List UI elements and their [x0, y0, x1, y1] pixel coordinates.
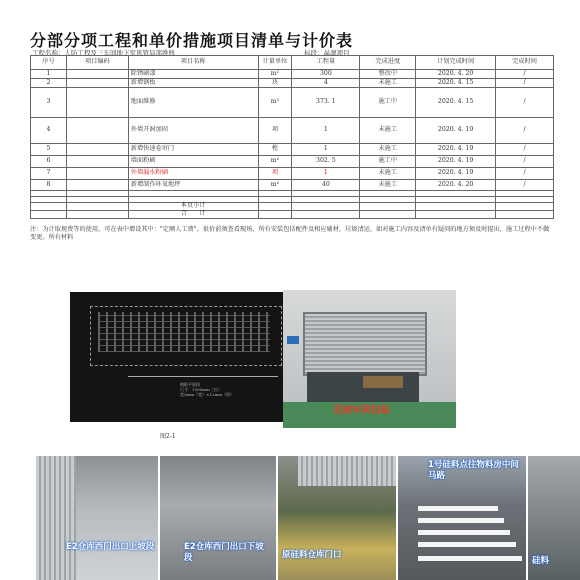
cell-unit: 樘	[258, 144, 292, 156]
cell-code	[66, 156, 128, 168]
crosswalk-stripe	[418, 530, 510, 535]
cell-status: 未施工	[360, 144, 416, 156]
garage-photo	[283, 290, 456, 428]
photo-caption: E2仓库西门出口下坡段	[184, 542, 264, 563]
cell-no: 3	[31, 88, 67, 118]
cell-no: 5	[31, 144, 67, 156]
cell-done: /	[496, 156, 554, 168]
cell-status: 未施工	[360, 168, 416, 180]
cad-caption: 图2-1	[160, 433, 176, 440]
table-row	[31, 118, 554, 144]
cell-plan: 2020. 4. 20	[416, 180, 496, 191]
cell-name: 外墙漏水粉刷	[128, 168, 258, 180]
roller-door	[303, 312, 427, 376]
cell-code	[66, 144, 128, 156]
crosswalk-stripe	[418, 542, 516, 547]
cell-status: 未施工	[360, 118, 416, 144]
photo-caption: 硅料	[532, 556, 550, 566]
cad-annotation	[180, 382, 270, 397]
cell-no: 7	[31, 168, 67, 180]
site-photo-1	[36, 456, 158, 580]
cell-status: 施工中	[360, 88, 416, 118]
cad-drawing-image	[70, 292, 284, 422]
table-row	[31, 180, 554, 191]
cell-unit: 项	[258, 168, 292, 180]
roller-shutter	[298, 456, 396, 486]
page-title: 分部分项工程和单价措施项目清单与计价表	[30, 31, 354, 50]
crosswalk-stripe	[418, 518, 504, 523]
cell-name: 新增快速卷帘门	[128, 144, 258, 156]
cell-plan: 2020. 4. 15	[416, 88, 496, 118]
col-header-qty: 工程量	[292, 56, 360, 70]
cell-no: 8	[31, 180, 67, 191]
cell-unit: 块	[258, 79, 292, 88]
wall-sign	[287, 336, 299, 344]
table-row	[31, 156, 554, 168]
cell-name: 新增钢板	[128, 79, 258, 88]
cell-plan: 2020. 4. 19	[416, 168, 496, 180]
photo-caption: 1号硅料点往物料房中间马路	[428, 460, 519, 481]
table-header-row	[31, 56, 554, 70]
cad-grid	[98, 312, 270, 352]
cell-qty: 1	[292, 118, 360, 144]
total-label: 合 计	[128, 211, 258, 219]
cell-qty: 40	[292, 180, 360, 191]
cell-plan: 2020. 4. 19	[416, 118, 496, 144]
cell-no: 2	[31, 79, 67, 88]
cell-code	[66, 70, 128, 79]
subtotal-row	[31, 203, 554, 211]
cell-unit: m²	[258, 70, 292, 79]
cell-done: /	[496, 144, 554, 156]
cell-done: /	[496, 180, 554, 191]
project-name-label: 工程名称：人防工程及三车间地下室风管局部维修	[32, 49, 175, 57]
cell-unit: 项	[258, 118, 292, 144]
cell-code	[66, 168, 128, 180]
table-row	[31, 144, 554, 156]
cell-name: 新增制作环氧地坪	[128, 180, 258, 191]
photo-caption: 原硅料仓库门口	[282, 550, 342, 560]
cell-plan: 2020. 4. 19	[416, 156, 496, 168]
crosswalk-stripe	[418, 506, 498, 511]
cell-plan: 2020. 4. 20	[416, 70, 496, 79]
col-header-no: 序号	[31, 56, 67, 70]
roller-shutter	[36, 456, 76, 580]
cell-status: 整改中	[360, 70, 416, 79]
cell-qty: 4	[292, 79, 360, 88]
garage-caption: 双玻车间包装	[333, 405, 391, 416]
cell-done: /	[496, 79, 554, 88]
cell-code	[66, 88, 128, 118]
cell-qty: 1	[292, 144, 360, 156]
cell-code	[66, 118, 128, 144]
cell-code	[66, 180, 128, 191]
crosswalk-stripe	[418, 556, 522, 561]
col-header-name: 项目名称	[128, 56, 258, 70]
pricing-table	[30, 55, 554, 219]
cad-text-line: 宽3mm（宽）×12mm（厚）	[180, 392, 235, 397]
cell-qty: 302. 5	[292, 156, 360, 168]
table-row	[31, 79, 554, 88]
table-note: 注：为计取规费等的使用，可在表中增设其中："定额人工费"。很价前须查看现场，所有安装包括配件及相应辅材，垃圾清运，如对施工内容及清单有疑问的地方须及时提出，施工过程中不做变更。所有材料	[30, 226, 550, 241]
garage-pallet	[363, 376, 403, 388]
cell-no: 6	[31, 156, 67, 168]
cell-status: 施工中	[360, 156, 416, 168]
cell-qty: 373. 1	[292, 88, 360, 118]
cell-name: 除锈刷漆	[128, 70, 258, 79]
cell-unit: m²	[258, 88, 292, 118]
cell-qty: 1	[292, 168, 360, 180]
cell-status: 未施工	[360, 79, 416, 88]
cad-dimension-line	[128, 376, 278, 377]
cad-text-title: 钢板平面图	[180, 382, 200, 387]
cell-unit: m²	[258, 180, 292, 191]
section-label: 标段：晶澳项目	[304, 49, 350, 57]
cell-name: 墙面粉刷	[128, 156, 258, 168]
subtotal-label: 本页小计	[128, 203, 258, 211]
cell-done: /	[496, 118, 554, 144]
cell-no: 4	[31, 118, 67, 144]
cell-qty: 300	[292, 70, 360, 79]
total-row	[31, 211, 554, 219]
site-photo-4	[398, 456, 526, 580]
cell-plan: 2020. 4. 15	[416, 79, 496, 88]
table-row	[31, 88, 554, 118]
col-header-unit: 计量单位	[258, 56, 292, 70]
cell-plan: 2020. 4. 19	[416, 144, 496, 156]
col-header-code: 项目编码	[66, 56, 128, 70]
cell-code	[66, 79, 128, 88]
cell-no: 1	[31, 70, 67, 79]
cell-name: 外墙开洞加固	[128, 118, 258, 144]
cell-done: /	[496, 70, 554, 79]
site-photo-5	[528, 456, 580, 580]
cell-done: /	[496, 88, 554, 118]
cell-status: 未施工	[360, 180, 416, 191]
col-header-done: 完成时间	[496, 56, 554, 70]
cell-name: 地面维修	[128, 88, 258, 118]
col-header-status: 完成进度	[360, 56, 416, 70]
site-photo-2	[160, 456, 276, 580]
cad-text-line: 尺寸：1500mm（长）	[180, 387, 222, 392]
photo-caption: E2仓库西门出口上坡段	[66, 542, 155, 552]
table-row	[31, 168, 554, 180]
cell-unit: m²	[258, 156, 292, 168]
table-row	[31, 70, 554, 79]
cell-done: /	[496, 168, 554, 180]
site-photo-3	[278, 456, 396, 580]
col-header-plan: 计划完成时间	[416, 56, 496, 70]
